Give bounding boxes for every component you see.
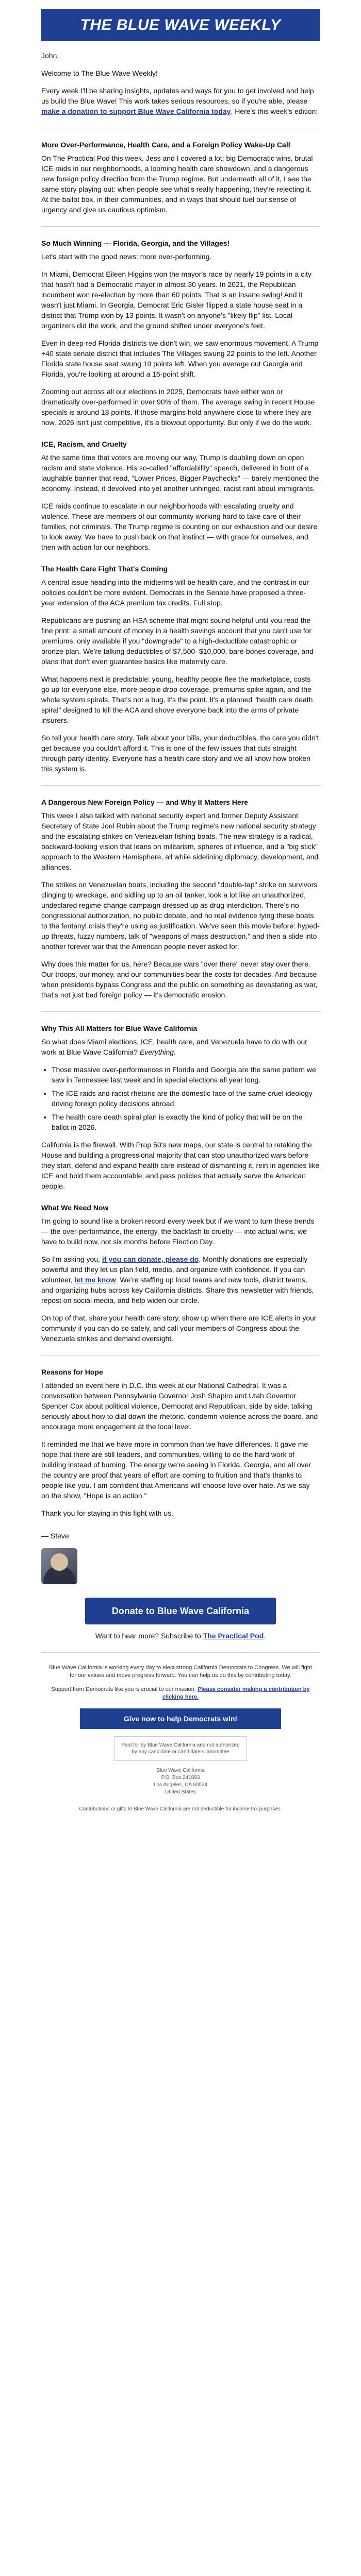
paragraph: At the same time that voters are moving our way, Trump is doubling down on open racism and state violence. His so-called "affordability" speech, delivered in front of a laughable banner that read, "Lower Prices, Bigger Paychecks" — barely mentioned the economy. Instead, it devolved into yet another unhinged, racist rant about immigrants. — [41, 453, 319, 493]
donate-button[interactable]: Donate to Blue Wave California — [85, 1598, 276, 1624]
section-title: The Health Care Fight That's Coming — [41, 565, 168, 573]
paragraph: The strikes on Venezuelan boats, including the second "double-tap" strike on survivors clinging to wreckage, and sidling up to an oil tanker, look a lot like an unauthorized, undeclared regime-change campaign dressed up as drug interdiction. There's no congressional authorization, no public debate, and no real evidence tying these boats to the fentanyl crisis they're using as justification. We've seen this movie before: hyped-up threats, fuzzy numbers, talk of "weapons of mass destruction," and then a slide into another forever war that the American people never asked for. — [41, 880, 320, 951]
contribute-link[interactable]: Please consider making a contribution by clicking here. — [162, 1686, 310, 1700]
donate-link[interactable]: make a donation to support Blue Wave California today — [41, 107, 231, 115]
paragraph: Why does this matter for us, here? Because wars "over there" never stay over there. Our troops, our money, and our communities bear the costs for decades. And because when presidents bypass Congress and the public on something as devastating as war, that's not just bad foreign policy — it's democratic erosion. — [41, 960, 318, 999]
divider — [41, 226, 320, 227]
paragraph: Let's start with the good news: more over-performing. — [41, 252, 212, 261]
paragraph: Zooming out across all our elections in 2025, Democrats have either won or dramatically over-performed in over 90% of them. The average swing in recent House specials is around 18 points. If those margins hold anywhere close to where they are now, 2026 isn't just competitive, it's a blowout opportunity. But only if we do the work. — [41, 387, 315, 427]
paragraph: Thank you for staying in this fight with us. — [41, 1509, 174, 1517]
welcome-line: Welcome to The Blue Wave Weekly! — [41, 69, 158, 77]
signature — [41, 1531, 320, 1584]
support-text: Support from Democrats like you is crucial to our mission. Please consider making a contribution by clicking here. — [51, 1686, 310, 1700]
fine-print: Contributions or gifts to Blue Wave California are not deductible for income tax purposes. — [79, 1806, 282, 1812]
paragraph: So what does Miami elections, ICE, health care, and Venezuela have to do with our work at Blue Wave California? Everything. — [41, 1038, 307, 1056]
bullet-list — [52, 1064, 320, 1132]
paragraph: Even in deep-red Florida districts we didn't win, we saw enormous movement. A Trump +40 state senate district that includes The Villages swung 22 points to the left. Another Florida state house seat swung 19 points left. When you average out Georgia and Florida, you're looking at around a 16-point shift. — [41, 339, 319, 378]
list-item: • Those massive over-performances in Florida and Georgia are the same pattern we saw in Tennessee last week and in special elections all year long. — [52, 1064, 320, 1085]
author-photo — [41, 1548, 77, 1584]
paragraph: This week I also talked with national security expert and former Deputy Assistant Secretary of State Joel Rubin about the Trump regime's new national security strategy and the escalating strikes on Venezuelan fishing boats. The new strategy is a radical, backward-looking vision that leans on militarism, spheres of influence, and a "big stick" approach to the Western Hemisphere, all while sidelining diplomacy, development, and alliances. — [41, 811, 319, 871]
section-title: A Dangerous New Foreign Policy — and Why It Matters Here — [41, 798, 248, 806]
paragraph: So tell your health care story. Talk about your bills, your deductibles, the care you didn't get because you couldn't afford it. This is one of the few issues that cuts straight through party identity. Everyone has a health care story and we all know how broken this system is. — [41, 734, 319, 773]
donate-link[interactable]: if you can donate, please do — [102, 1255, 199, 1263]
paragraph: I'm going to sound like a broken record every week but if we want to turn these trends — the over-performance, the energy, the backlash to cruelty — into actual wins, we have to build now, not six months before Election Day. — [41, 1217, 315, 1246]
give-now-button[interactable]: Give now to help Democrats win! — [80, 1708, 281, 1729]
section-title: More Over-Performance, Health Care, and a Foreign Policy Wake-Up Call — [41, 141, 290, 149]
paragraph: A central issue heading into the midterms will be health care, and the contrast in our policies couldn't be more evident. Democrats in the Senate have proposed a three-year extension of the ACA premium tax credits. Full stop. — [41, 578, 309, 607]
divider — [41, 1652, 320, 1653]
paragraph: It reminded me that we have more in common than we have differences. It gave me hope that there are still leaders, and communities, willing to do the hard work of building instead of burning. The energy we're seeing in Florida, Georgia, and all over the country are proof that years of effort are coming to fruition and that's thanks to people like you. I am confident that Americans will choose love over hate. As we say on the show, "Hope is an action." — [41, 1440, 311, 1500]
divider — [41, 1011, 320, 1012]
section-title: What We Need Now — [41, 1204, 109, 1212]
section-title: ICE, Racism, and Cruelty — [41, 440, 127, 448]
volunteer-link[interactable]: let me know — [74, 1276, 116, 1284]
paragraph: ICE raids continue to escalate in our neighborhoods with escalating cruelty and violence. These are members of our community working hard to take care of their families, not criminals. The Trump regime is counting on our exhaustion and our desire to look away. We have to push back on that instinct — with grace for ourselves, and then with action for our neighbors. — [41, 502, 318, 551]
intro-paragraph: Every week I'll be sharing insights, updates and ways for you to get involved and help us build the Blue Wave! This work takes serious resources, so if you're able, please make a donation to support Blue Wave California today. Here's this week's edition: — [41, 87, 318, 115]
greeting: John, — [41, 52, 59, 60]
section-title: Why This All Matters for Blue Wave California — [41, 1024, 198, 1032]
divider — [41, 785, 320, 786]
paragraph: California is the firewall. With Prop 50's new maps, our state is central to retaking the House and building a progressional majority that can stop unauthorized wars before they start, defend and expand health care instead of dismantling it, rein in agencies like ICE and hold them accountable, and pass policies that actually serve the American people. — [41, 1141, 320, 1190]
signature-name: — Steve — [41, 1532, 69, 1540]
header-title: THE BLUE WAVE WEEKLY — [80, 16, 281, 33]
paragraph: Republicans are pushing an HSA scheme that might sound helpful until you read the fine print: a small amount of money in a health savings account that you can't use for premiums, only available if you "downgrade" to a high-deductible catastrophic or bronze plan. We're talking deductibles of $7,500–$10,000, bare-bones coverage, and plans that don't even guarantee basics like maternity care. — [41, 616, 314, 666]
paragraph: On The Practical Pod this week, Jess and I covered a lot: big Democratic wins, brutal ICE raids in our neighborhoods, a looming health care showdown, and a dangerous new foreign policy direction from the Trump regime. But underneath all of it, I see the same story playing out: when people see what's really happening, they're rejecting it. At the ballot box, in their communities, and in ways that should fuel our sense of urgency and give us cautious optimism. — [41, 154, 313, 214]
podcast-link[interactable]: The Practical Pod — [203, 1632, 264, 1640]
paid-for-box: Paid for by Blue Wave California and not authorized by any candidate or candidate's committee — [114, 1736, 247, 1761]
about-text: Blue Wave California is working every day to elect strong California Democrats to Congress. We will fight for our values and move progress forward. You can help us do this by contributing today. — [49, 1665, 312, 1679]
podcast-line: Want to hear more? Subscribe to The Practical Pod. — [95, 1632, 266, 1640]
section-title: So Much Winning — Florida, Georgia, and the Villages! — [41, 239, 230, 247]
section-title: Reasons for Hope — [41, 1368, 103, 1376]
email-body — [41, 50, 320, 1830]
paragraph: In Miami, Democrat Eileen Higgins won the mayor's race by nearly 19 points in a city that hasn't had a Democratic mayor in almost 30 years. In 2021, the Republican incumbent won re-election by more than 60 points. That is an insane swing! And it wasn't just Miami. In Georgia, Democrat Eric Gisler flipped a state house seat in a district that Trump won by 13 points. It wasn't on anyone's "likely flip" list. Local organizers did the work, and the ground shifted under everyone's feet. — [41, 270, 312, 330]
footer — [41, 1664, 320, 1830]
header-banner — [41, 9, 320, 41]
list-item: • The ICE raids and racist rhetoric are the domestic face of the same cruel ideology driving foreign policy decisions abroad. — [52, 1088, 320, 1109]
paragraph: On top of that, share your health care story, show up when there are ICE alerts in your community if you can do so safely, and call your members of Congress about the Venezuela strikes and demand oversight. — [41, 1314, 317, 1343]
paragraph: I attended an event here in D.C. this week at our National Cathedral. It was a conversation between Pennsylvania Governor Josh Shapiro and Utah Governor Spencer Cox about political violence, Democrat and Republican, side by side, talking seriously about how to dial down the rhetoric, condemn violence across the board, and encourage more engagement at the local level. — [41, 1381, 318, 1431]
address-block: Blue Wave California P.O. Box 241893 Los Angeles, CA 90024 United States — [154, 1768, 207, 1795]
paragraph: So I'm asking you, if you can donate, please do. Monthly donations are especially powerful and they let us plan field, media, and organize with confidence. If you can volunteer, let me know. We're staffing up local teams and new tools, district teams, and organizing hubs across key California districts. Share this newsletter with friends, repost on social media, and help widen our circle. — [41, 1255, 314, 1304]
paragraph: What happens next is predictable: young, healthy people flee the marketplace, costs go up for everyone else, more people drop coverage, premiums spike again, and the whole system spirals. That's not a bug, it's the point. It's a planned "health care death spiral" designed to kill the ACA and shove everyone back into the arms of private insurers. — [41, 675, 313, 724]
list-item: • The health care death spiral plan is exactly the kind of policy that will be on the ballot in 2026. — [52, 1112, 320, 1132]
email-container — [41, 0, 320, 1830]
